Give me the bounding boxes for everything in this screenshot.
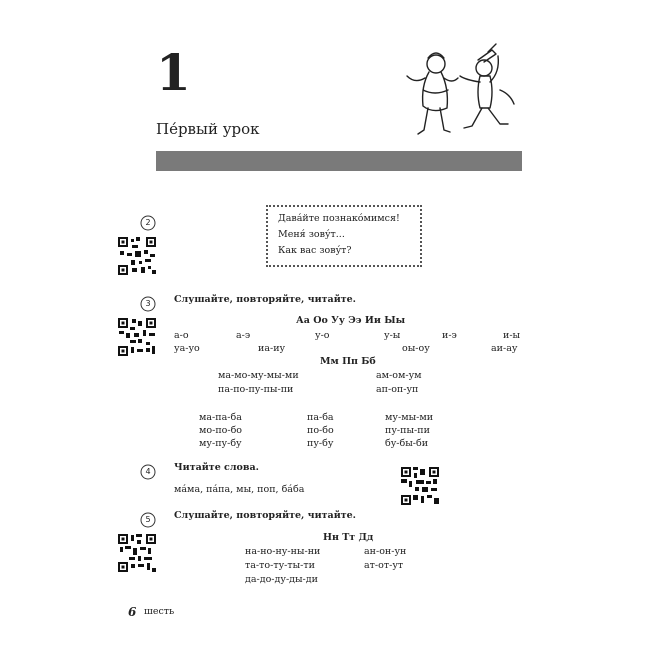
syllable: ат-от-ут — [364, 560, 404, 571]
syllable: ан-он-ун — [364, 546, 407, 557]
syllable: а-э — [236, 330, 251, 341]
syllable: да-до-ду-ды-ди — [245, 574, 318, 585]
syllable: и-ы — [503, 330, 521, 341]
exercise-instruction: Слушайте, повторяйте, читайте. — [174, 294, 356, 305]
syllable: а-о — [174, 330, 189, 341]
syllable: ап-оп-уп — [376, 384, 419, 395]
qr-code-icon[interactable] — [118, 237, 156, 275]
syllable: у-о — [315, 330, 330, 341]
syllable: аи-ау — [491, 343, 518, 354]
syllable: му-пу-бу — [199, 438, 242, 449]
syllable: мо-по-бо — [199, 425, 243, 436]
syllable: ам-ом-ум — [376, 370, 422, 381]
exercise-badge: 4 — [140, 464, 156, 480]
syllable: па-ба — [307, 412, 334, 423]
syllable: пу-пы-пи — [385, 425, 430, 436]
lesson-title: Пе́рвый урок — [156, 120, 260, 138]
exercise-badge: 2 — [140, 215, 156, 231]
syllable: на-но-ну-ны-ни — [245, 546, 321, 557]
lesson-number: 1 — [156, 43, 191, 102]
syllable: оы-оу — [402, 343, 430, 354]
qr-code-icon[interactable] — [118, 534, 156, 572]
letter-group: Аа Оо Уу Ээ Ии Ыы — [296, 315, 406, 326]
syllable: у-ы — [384, 330, 401, 341]
syllable: ма-мо-му-мы-ми — [218, 370, 299, 381]
dialog-box — [266, 205, 422, 267]
qr-code-icon[interactable] — [118, 318, 156, 356]
exercise-instruction: Слушайте, повторяйте, читайте. — [174, 510, 356, 521]
exercise-instruction: Читайте слова. — [174, 462, 259, 473]
exercise-badge: 3 — [140, 296, 156, 312]
dialog-line: Меня́ зову́т... — [278, 229, 345, 240]
syllable: иа-иу — [258, 343, 286, 354]
word-list: ма́ма, па́па, мы, поп, ба́ба — [174, 484, 305, 495]
dialog-line: Как вас зову́т? — [278, 245, 352, 256]
dialog-line: Дава́йте познако́мимся! — [278, 213, 400, 224]
letter-group: Нн Тт Дд — [323, 532, 374, 543]
syllable: та-то-ту-ты-ти — [245, 560, 315, 571]
syllable: пу-бу — [307, 438, 334, 449]
syllable: бу-бы-би — [385, 438, 429, 449]
syllable: по-бо — [307, 425, 334, 436]
qr-code-icon[interactable] — [401, 467, 439, 505]
letter-group: Мм Пп Бб — [320, 356, 376, 367]
syllable: му-мы-ми — [385, 412, 434, 423]
header-bar — [156, 151, 522, 171]
syllable: уа-уо — [174, 343, 200, 354]
page-word: шесть — [144, 606, 175, 617]
dancing-couple-illustration — [398, 40, 522, 142]
syllable: ма-па-ба — [199, 412, 242, 423]
exercise-badge: 5 — [140, 512, 156, 528]
syllable: и-э — [442, 330, 457, 341]
syllable: па-по-пу-пы-пи — [218, 384, 294, 395]
page-number: 6 — [128, 605, 137, 619]
